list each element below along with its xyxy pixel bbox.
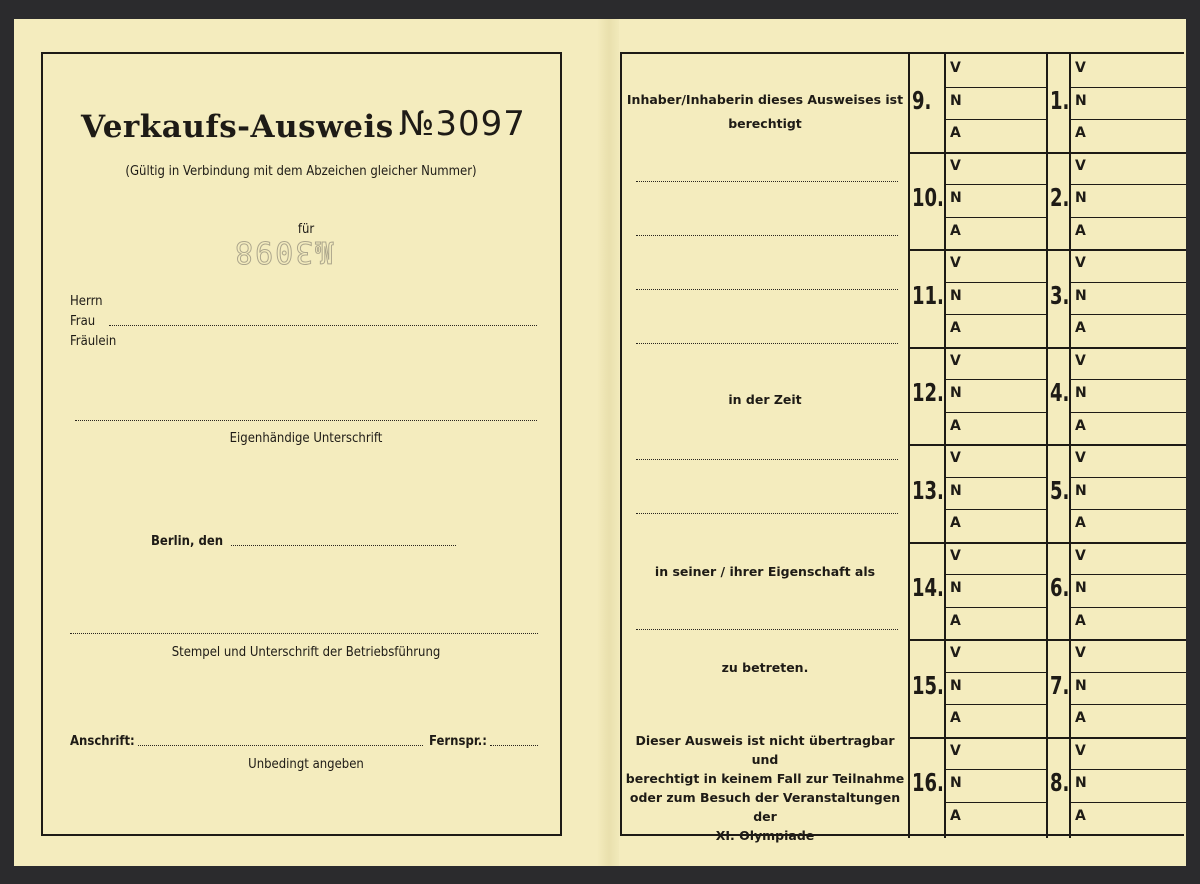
grid-cell-divider (1069, 119, 1186, 120)
address-label: Anschrift: (70, 734, 135, 749)
zone-cell-letter: V (950, 352, 961, 369)
left-panel (41, 52, 562, 836)
grid-cell-divider (1069, 184, 1186, 185)
grid-row-divider (908, 639, 1186, 641)
phone-label: Fernspr.: (429, 734, 487, 749)
grid-cell-divider (1069, 412, 1186, 413)
grid-cell-divider (944, 769, 1046, 770)
zone-cell-letter: A (950, 222, 961, 239)
zone-cell-letter: V (1075, 645, 1086, 661)
zone-number: 12. (912, 378, 944, 408)
zone-cell-letter: N (950, 677, 962, 694)
zone-number: 11. (912, 280, 944, 310)
zone-cell-letter: A (1075, 222, 1086, 239)
zone-number: 7. (1050, 670, 1070, 700)
zone-cell-letter: N (950, 482, 962, 499)
capacity-line[interactable] (636, 629, 898, 630)
zone-cell-letter: A (1075, 612, 1086, 629)
area-line-4[interactable] (636, 343, 898, 344)
grid-cell-divider (1069, 769, 1186, 770)
zone-cell-letter: N (1075, 775, 1087, 791)
zone-number: 1. (1050, 85, 1070, 115)
grid-row-divider (908, 347, 1186, 349)
zone-cell-letter: N (950, 580, 962, 596)
grid-cell-divider (944, 477, 1046, 478)
grid-divider (944, 54, 946, 838)
zone-number: 6. (1050, 573, 1070, 603)
grid-row-divider (908, 152, 1186, 154)
zone-cell-letter: A (950, 807, 961, 824)
zone-cell-letter: A (950, 320, 961, 336)
grid-cell-divider (944, 574, 1046, 575)
right-panel (620, 52, 1184, 843)
berlin-label: Berlin, den (151, 534, 224, 549)
enter-label: zu betreten. (721, 660, 809, 675)
grid-cell-divider (944, 119, 1046, 120)
grid-cell-divider (1069, 672, 1186, 673)
capacity-label: in seiner / ihrer Eigenschaft als (654, 564, 876, 579)
grid-cell-divider (944, 282, 1046, 283)
address-line[interactable] (138, 745, 423, 746)
zone-cell-letter: N (1075, 385, 1087, 401)
notice-text (622, 731, 908, 845)
area-line-1[interactable] (636, 181, 898, 182)
grid-divider (1069, 54, 1071, 838)
card-fold (597, 19, 619, 866)
grid-cell-divider (1069, 314, 1186, 315)
grid-row-divider (908, 737, 1186, 739)
zone-cell-letter: A (1075, 125, 1086, 141)
grid-cell-divider (944, 184, 1046, 185)
grid-cell-divider (944, 802, 1046, 803)
period-line-1[interactable] (636, 459, 898, 460)
grid-cell-divider (1069, 607, 1186, 608)
grid-cell-divider (1069, 477, 1186, 478)
zone-cell-letter: V (950, 742, 961, 759)
grid-row-divider (908, 249, 1186, 251)
zone-cell-letter: A (1075, 515, 1086, 531)
zone-cell-letter: A (1075, 710, 1086, 726)
embossed-number-stamp: №3098 (233, 234, 334, 269)
zone-cell-letter: N (950, 775, 962, 791)
grid-cell-divider (1069, 217, 1186, 218)
address-note: Unbedingt angeben (248, 757, 364, 772)
zone-cell-letter: N (1075, 580, 1087, 596)
grid-cell-divider (1069, 282, 1186, 283)
zone-cell-letter: V (950, 60, 961, 76)
grid-cell-divider (944, 607, 1046, 608)
salutation-herrn: Herrn (70, 294, 103, 309)
zone-cell-letter: V (1075, 742, 1086, 759)
date-line[interactable] (231, 545, 456, 546)
zone-number: 13. (912, 475, 944, 505)
zone-cell-letter: N (1075, 677, 1087, 694)
stempel-label: Stempel und Unterschrift der Betriebsführung (171, 645, 441, 660)
zone-cell-letter: N (1075, 287, 1087, 304)
ausweis-card (14, 19, 1186, 866)
notice-line-1: Dieser Ausweis ist nicht übertragbar und (635, 733, 895, 767)
zone-number: 14. (912, 573, 944, 603)
zone-cell-letter: A (950, 417, 961, 434)
card-title: Verkaufs-Ausweis (81, 109, 394, 145)
fuer-label: für (297, 222, 315, 237)
zone-cell-letter: V (950, 547, 961, 564)
phone-line[interactable] (490, 745, 538, 746)
grid-cell-divider (944, 412, 1046, 413)
signature-label: Eigenhändige Unterschrift (229, 431, 383, 446)
zone-cell-letter: A (950, 612, 961, 629)
zone-cell-letter: A (950, 515, 961, 531)
zone-grid (908, 54, 1186, 838)
salutation-frau: Frau (70, 314, 96, 329)
zone-number: 15. (912, 670, 944, 700)
grid-cell-divider (1069, 802, 1186, 803)
zone-number: 5. (1050, 475, 1070, 505)
period-line-2[interactable] (636, 513, 898, 514)
zone-cell-letter: V (950, 645, 961, 661)
grid-border-left (908, 54, 910, 838)
notice-line-3: oder zum Besuch der Veranstaltungen der (629, 790, 901, 824)
signature-line[interactable] (75, 420, 537, 421)
area-line-2[interactable] (636, 235, 898, 236)
zone-cell-letter: A (1075, 807, 1086, 824)
zone-number: 16. (912, 768, 944, 798)
zone-cell-letter: V (1075, 255, 1086, 271)
zone-number: 10. (912, 183, 944, 213)
zone-number: 2. (1050, 183, 1070, 213)
zone-number: 4. (1050, 378, 1070, 408)
zone-cell-letter: A (1075, 320, 1086, 336)
grid-cell-divider (1069, 87, 1186, 88)
grid-divider (1046, 54, 1048, 838)
salutation-fraeulein: Fräulein (70, 334, 117, 349)
holder-text: Inhaber/Inhaberin dieses Ausweises ist (626, 92, 904, 107)
zone-cell-letter: N (1075, 190, 1087, 206)
grid-cell-divider (944, 87, 1046, 88)
zone-cell-letter: V (1075, 547, 1086, 564)
zone-cell-letter: A (950, 125, 961, 141)
holder-text-2: berechtigt (728, 116, 802, 131)
zone-cell-letter: A (1075, 417, 1086, 434)
notice-line-4: XI. Olympiade (715, 828, 815, 843)
zone-cell-letter: N (950, 385, 962, 401)
grid-cell-divider (1069, 509, 1186, 510)
grid-cell-divider (944, 704, 1046, 705)
zone-cell-letter: V (1075, 450, 1086, 466)
zone-cell-letter: V (1075, 352, 1086, 369)
zone-cell-letter: V (950, 157, 961, 174)
grid-cell-divider (944, 509, 1046, 510)
zone-cell-letter: V (950, 450, 961, 466)
card-subtitle: (Gültig in Verbindung mit dem Abzeichen gleicher Nummer) (125, 164, 477, 179)
zone-number: 8. (1050, 768, 1070, 798)
stamp-signature-line[interactable] (70, 633, 538, 634)
zone-cell-letter: N (1075, 92, 1087, 109)
period-label: in der Zeit (728, 392, 802, 407)
zone-number: 3. (1050, 280, 1070, 310)
zone-cell-letter: V (1075, 157, 1086, 174)
zone-cell-letter: N (950, 92, 962, 109)
name-line[interactable] (109, 325, 537, 326)
grid-cell-divider (944, 379, 1046, 380)
zone-cell-letter: V (950, 255, 961, 271)
grid-cell-divider (944, 217, 1046, 218)
notice-line-2: berechtigt in keinem Fall zur Teilnahme (625, 771, 905, 786)
grid-cell-divider (1069, 574, 1186, 575)
grid-row-divider (908, 542, 1186, 544)
grid-cell-divider (944, 314, 1046, 315)
zone-cell-letter: N (1075, 482, 1087, 499)
card-number: №3097 (399, 104, 526, 144)
grid-cell-divider (1069, 379, 1186, 380)
zone-cell-letter: N (950, 287, 962, 304)
zone-cell-letter: V (1075, 60, 1086, 76)
zone-cell-letter: N (950, 190, 962, 206)
grid-row-divider (908, 444, 1186, 446)
grid-cell-divider (944, 672, 1046, 673)
grid-cell-divider (1069, 704, 1186, 705)
zone-cell-letter: A (950, 710, 961, 726)
area-line-3[interactable] (636, 289, 898, 290)
zone-number: 9. (912, 85, 932, 115)
